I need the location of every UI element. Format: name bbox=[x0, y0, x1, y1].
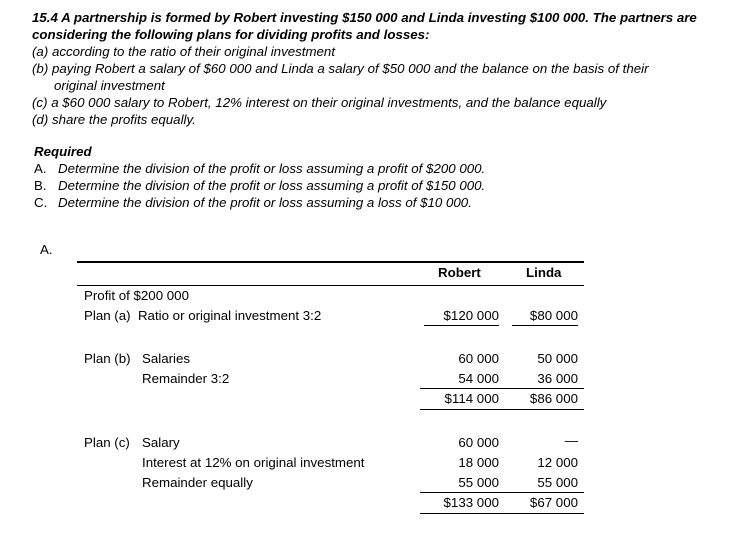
plan-d-text: (d) share the profits equally. bbox=[32, 112, 196, 127]
plan-a-text: (a) according to the ratio of their original investment bbox=[32, 44, 336, 59]
plan-c-remainder-label: Remainder equally bbox=[142, 475, 253, 490]
required-item-label: C. bbox=[34, 195, 48, 210]
plan-b-salaries-robert: 60 000 bbox=[458, 351, 499, 366]
plan-c-interest-robert: 18 000 bbox=[458, 455, 499, 470]
col-robert-header: Robert bbox=[438, 265, 481, 280]
plan-b-total-rule bbox=[420, 409, 584, 410]
plan-b-text-cont: original investment bbox=[54, 78, 165, 93]
plan-b-subtotal-rule bbox=[420, 388, 584, 389]
table-top-rule bbox=[77, 261, 584, 263]
question-intro: 15.4 A partnership is formed by Robert investing $150 000 and Linda investing $100 000. The partners are considering the following plans for dividing profits and losses: bbox=[32, 10, 697, 42]
plan-a-label: Plan (a) Ratio or original investment 3:2 bbox=[84, 308, 322, 323]
plan-b-total-robert: $114 000 bbox=[444, 391, 499, 406]
plan-c-label: Plan (c) bbox=[84, 435, 130, 450]
plan-c-subtotal-rule bbox=[420, 492, 584, 493]
plan-a-robert: $120 000 bbox=[424, 308, 499, 326]
plan-b-text: (b) paying Robert a salary of $60 000 and Linda a salary of $50 000 and the balance on the basis of their bbox=[32, 61, 649, 76]
plan-b-remainder-robert: 54 000 bbox=[458, 371, 499, 386]
required-heading: Required bbox=[34, 144, 92, 159]
required-item-a bbox=[34, 160, 485, 177]
part-a-label: A. bbox=[40, 242, 53, 257]
plan-c-total-robert: $133 000 bbox=[443, 495, 499, 510]
plan-c-salary-robert: 60 000 bbox=[458, 435, 499, 450]
required-item-label: B. bbox=[34, 178, 47, 193]
required-item-c bbox=[34, 194, 485, 211]
plan-c-text: (c) a $60 000 salary to Robert, 12% interest on their original investments, and the balance equally bbox=[32, 95, 607, 110]
plan-c-remainder-linda: 55 000 bbox=[537, 475, 578, 490]
profit-label: Profit of $200 000 bbox=[84, 288, 189, 303]
plan-b-remainder-linda: 36 000 bbox=[537, 371, 578, 386]
plan-b-label: Plan (b) bbox=[84, 351, 131, 366]
required-item-label: A. bbox=[34, 161, 47, 176]
plan-c-salary-linda: — bbox=[564, 433, 578, 448]
plan-a-linda: $80 000 bbox=[512, 308, 578, 326]
header-rule bbox=[77, 285, 584, 286]
required-item-text: Determine the division of the profit or loss assuming a profit of $200 000. bbox=[58, 161, 486, 176]
required-item-b bbox=[34, 177, 485, 194]
plan-c-salary-label: Salary bbox=[142, 435, 180, 450]
plan-b-salaries-linda: 50 000 bbox=[537, 351, 578, 366]
plan-b-salaries-label: Salaries bbox=[142, 351, 191, 366]
plan-c-total-linda: $67 000 bbox=[529, 495, 578, 510]
plan-c-interest-label: Interest at 12% on original investment bbox=[142, 455, 365, 470]
plan-b-total-linda: $86 000 bbox=[529, 391, 578, 406]
required-item-text: Determine the division of the profit or loss assuming a loss of $10 000. bbox=[58, 195, 472, 210]
question-block bbox=[32, 9, 737, 128]
required-item-text: Determine the division of the profit or loss assuming a profit of $150 000. bbox=[58, 178, 486, 193]
plan-c-remainder-robert: 55 000 bbox=[458, 475, 499, 490]
plan-b-remainder-label: Remainder 3:2 bbox=[142, 371, 230, 386]
col-linda-header: Linda bbox=[526, 265, 562, 280]
plan-c-interest-linda: 12 000 bbox=[537, 455, 578, 470]
required-block bbox=[34, 143, 485, 211]
plan-c-total-rule bbox=[420, 513, 584, 514]
